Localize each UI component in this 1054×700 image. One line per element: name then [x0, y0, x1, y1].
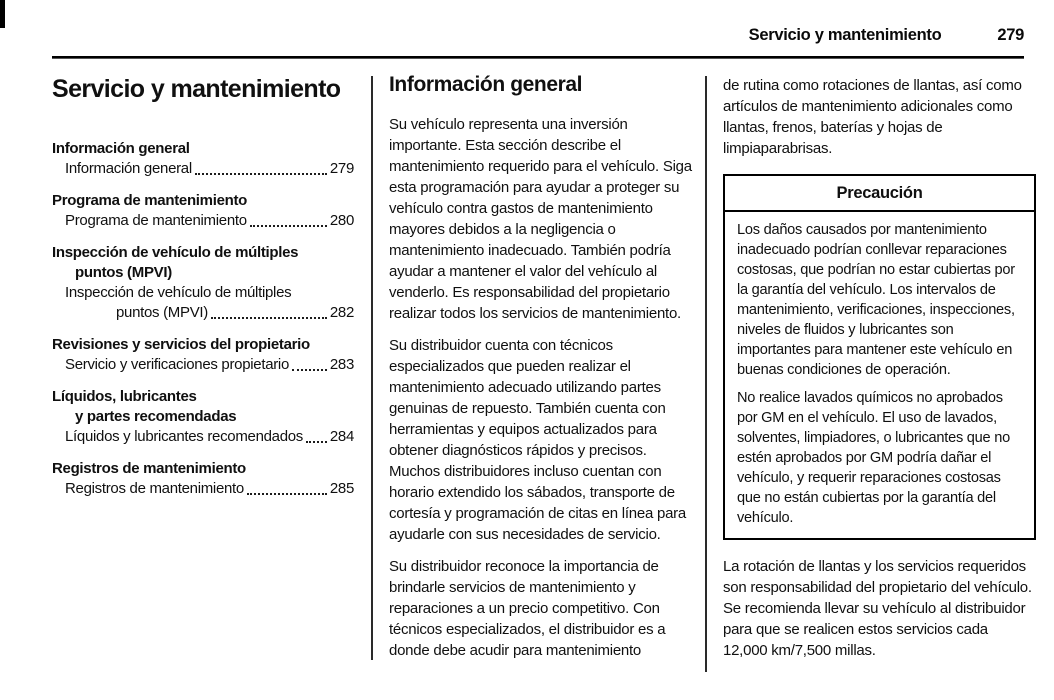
toc-heading-line: Revisiones y servicios del propietario: [52, 336, 310, 353]
toc-section-liquidos: [52, 387, 354, 447]
page-edge-tab: [0, 0, 5, 28]
caution-title: Precaución: [725, 176, 1034, 212]
toc-entry-label: Información general: [65, 160, 192, 177]
dot-leader: [292, 369, 327, 371]
paragraph: Su distribuidor reconoce la importancia de brindarle servicios de mantenimiento y reparaciones a un precio competitivo. Con técnicos especializados, el distribuidor es a donde debe acudir para mantenimiento: [389, 558, 666, 659]
toc-heading: [52, 243, 354, 283]
dot-leader: [195, 173, 327, 175]
dot-leader: [306, 441, 327, 443]
toc-heading-line: Líquidos, lubricantes: [52, 388, 197, 405]
toc-heading: [52, 139, 354, 159]
toc-heading-line: y partes recomendadas: [75, 408, 237, 425]
toc-heading: [52, 459, 354, 479]
toc-entry: [52, 427, 354, 447]
right-column: [723, 75, 1036, 672]
dot-leader: [247, 493, 327, 495]
toc-heading: [52, 387, 354, 427]
toc-section-programa: [52, 191, 354, 231]
paragraph: Su distribuidor cuenta con técnicos especializados que pueden realizar el mantenimiento adecuado utilizando partes genuinas de repuesto. También cuenta con herramientas y equipos actualizados para obtener diagnósticos rápidos y precisos. Muchos distribuidores incluso cuentan con horario extendido los sábados, transporte de cortesía y programación de citas en línea para ayudarle con sus necesidades de servicio.: [389, 337, 687, 543]
table-of-contents: [52, 139, 354, 499]
toc-heading: [52, 191, 354, 211]
column-divider: [705, 76, 707, 672]
caution-paragraph: No realice lavados químicos no aprobados por GM en el vehículo. El uso de lavados, solventes, limpiadores, o lubricantes que no estén aprobados por GM podría dañar el vehículo, y requerir reparaciones costosas que no están cubiertas por la garantía del vehículo.: [737, 390, 1010, 526]
running-header: [52, 26, 1024, 45]
toc-page-number: 282: [329, 304, 354, 321]
toc-section-mpvi: [52, 243, 354, 323]
toc-section-registros: [52, 459, 354, 499]
toc-entry-label: Registros de mantenimiento: [65, 480, 244, 497]
toc-entry: [52, 479, 354, 499]
toc-entry-label: Programa de mantenimiento: [65, 212, 247, 229]
toc-heading-line: puntos (MPVI): [75, 264, 172, 281]
toc-section-revisiones: [52, 335, 354, 375]
toc-page-number: 283: [329, 356, 354, 373]
toc-entry: [52, 283, 354, 323]
toc-heading-line: Registros de mantenimiento: [52, 460, 246, 477]
toc-entry-label: Líquidos y lubricantes recomendados: [65, 428, 303, 445]
page-number: 279: [997, 26, 1024, 44]
header-rule: [52, 56, 1024, 59]
paragraph: Su vehículo representa una inversión importante. Esta sección describe el mantenimiento requerido para el vehículo. Siga esta programación para ayudar a proteger su vehículo contra gastos de mantenimiento mayores debidos a la negligencia o mantenimiento inadecuado. También podría ayudar a mantener el valor del vehículo al venderlo. Es responsabilidad del propietario realizar todos los servicios de mantenimiento.: [389, 116, 692, 322]
toc-entry: [52, 355, 354, 375]
toc-heading-line: Programa de mantenimiento: [52, 192, 248, 209]
running-header-title: Servicio y mantenimiento: [748, 26, 942, 44]
toc-heading-line: Inspección de vehículo de múltiples: [52, 244, 299, 261]
toc-entry: [52, 159, 354, 179]
main-column: [389, 72, 692, 672]
section-title: Información general: [389, 73, 583, 96]
caution-body: [725, 212, 1034, 538]
toc-column: [52, 75, 354, 511]
toc-page-number: 284: [329, 428, 354, 445]
caution-box: [723, 174, 1036, 540]
toc-section-informacion-general: [52, 139, 354, 179]
caution-paragraph: Los daños causados por mantenimiento inadecuado podrían conllevar reparaciones costosas, que podrían no estar cubiertas por la garantía del vehículo. Los intervalos de mantenimiento, verificaciones, inspecciones, niveles de fluidos y lubricantes son importantes para mantener este vehículo en buenas condiciones de operación.: [737, 222, 1015, 378]
column-divider: [371, 76, 373, 660]
toc-page-number: 279: [329, 160, 354, 177]
toc-entry: [52, 211, 354, 231]
toc-heading: [52, 335, 354, 355]
toc-heading-line: Información general: [52, 140, 190, 157]
paragraph: de rutina como rotaciones de llantas, así como artículos de mantenimiento adicionales como llantas, frenos, baterías y hojas de limpiaparabrisas.: [723, 77, 1022, 157]
chapter-title: Servicio y mantenimiento: [52, 75, 341, 103]
toc-entry-label: puntos (MPVI): [116, 304, 208, 321]
toc-entry-label: Servicio y verificaciones propietario: [65, 356, 290, 373]
paragraph: La rotación de llantas y los servicios requeridos son responsabilidad del propietario del vehículo. Se recomienda llevar su vehículo al distribuidor para que se realicen estos servicios cada 12,000 km/7,500 millas.: [723, 558, 1032, 659]
toc-page-number: 285: [329, 480, 354, 497]
toc-entry-line: Inspección de vehículo de múltiples: [65, 284, 292, 301]
dot-leader: [211, 317, 327, 319]
toc-page-number: 280: [329, 212, 354, 229]
dot-leader: [250, 225, 327, 227]
